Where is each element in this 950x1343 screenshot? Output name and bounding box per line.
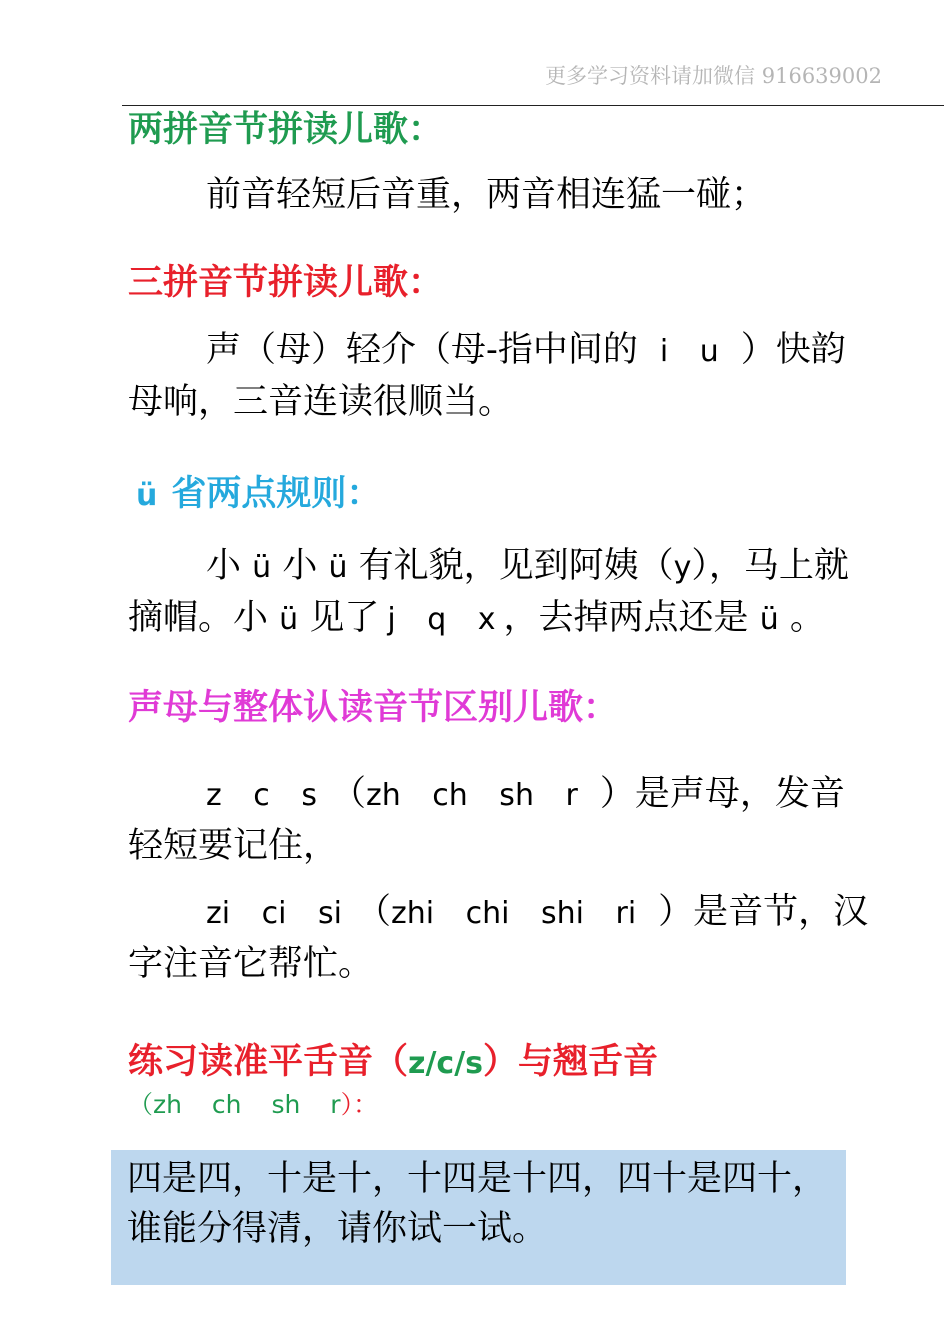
u-dots-title-text: 省两点规则： [171,473,382,514]
u-dots-rhyme-part: 见了 [309,598,380,638]
u-dots-rhyme-part: ），马上就摘帽。小 [128,546,849,638]
two-pinyin-title: 两拼音节拼读儿歌： [128,109,444,150]
header-note: 更多学习资料请加微信 916639002 [545,64,882,88]
three-pinyin-rhyme-text-a: 声（母）轻介（母-指中间的 [206,330,638,370]
initials-rhyme [128,769,878,871]
practice-title-pinyin: z/c/s [408,1046,484,1081]
u-dots-rhyme-pinyin: j q x [387,602,496,637]
u-dots-rhyme-part: 有礼貌，见到阿姨（ [358,546,674,586]
initials-rhyme-paren: （ [330,774,366,814]
u-dots-title-pinyin: ü [136,478,158,513]
syllables-rhyme [128,887,878,989]
three-pinyin-title: 三拼音节拼读儿歌： [128,262,444,303]
tongue-twister-box [111,1150,846,1285]
initials-rhyme-pinyin: z c s [206,778,317,813]
initials-vs-syllables-title: 声母与整体认读音节区别儿歌： [128,687,619,728]
syllables-rhyme-text: ）是音节，汉字注音它帮忙。 [128,892,869,984]
practice-subtitle-pinyin: zh ch sh r [153,1090,341,1119]
u-dots-rhyme-part: 小 [206,546,242,586]
practice-subtitle-paren: （ [128,1090,154,1119]
initials-rhyme-text: ）是声母，发音轻短要记住， [128,774,845,866]
u-dots-rhyme-pinyin: ü [328,550,348,585]
syllables-rhyme-pinyin: zhi chi shi ri [390,896,637,931]
two-pinyin-rhyme: 前音轻短后音重，两音相连猛一碰； [206,175,767,215]
document-body [128,105,878,1123]
initials-rhyme-pinyin: zh ch sh r [365,778,578,813]
three-pinyin-rhyme-text-b: ）快韵母响，三音连读很顺当。 [128,330,846,422]
u-dots-rhyme-pinyin: y [673,550,692,585]
practice-subtitle [128,1087,878,1123]
u-dots-rhyme-pinyin: ü [759,602,779,637]
practice-subtitle-close: ）： [340,1090,379,1119]
three-pinyin-rhyme-pinyin: i u [659,334,719,369]
three-pinyin-rhyme [128,325,878,427]
practice-title-text-b: ）与翘舌音 [483,1041,659,1082]
u-dots-rhyme [128,541,878,645]
u-dots-rhyme-pinyin: ü [252,550,272,585]
tongue-twister-text: 四是四，十是十，十四是十四，四十是四十，谁能分得清，请你试一试。 [127,1159,828,1249]
u-dots-rhyme-part: 小 [282,546,318,586]
syllables-rhyme-paren: （ [355,892,391,932]
practice-title-text-a: 练习读准平舌音（ [128,1041,409,1082]
u-dots-rhyme-pinyin: ü [279,602,299,637]
u-dots-title [128,471,878,519]
practice-title [128,1039,878,1087]
u-dots-rhyme-part: 。 [789,598,825,638]
syllables-rhyme-pinyin: zi ci si [206,896,342,931]
u-dots-rhyme-part: ，去掉两点还是 [503,598,749,638]
